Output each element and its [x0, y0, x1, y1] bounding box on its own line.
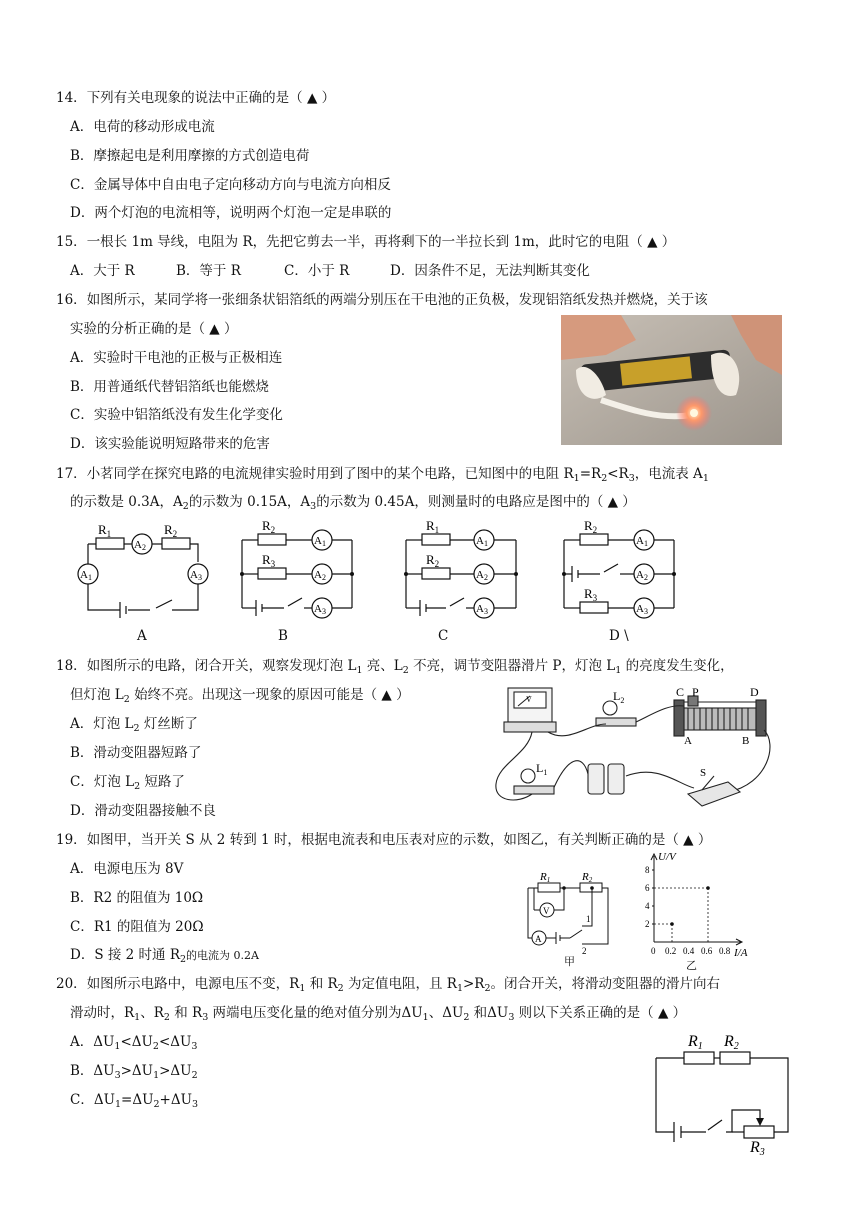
data-point: [670, 922, 674, 926]
x-tick-label: 0.8: [719, 946, 731, 956]
q19-option-a[interactable]: A．电源电压为 8V: [70, 861, 184, 877]
svg-text:R1: R1: [540, 871, 551, 884]
svg-text:A1: A1: [476, 535, 488, 548]
svg-text:B: B: [742, 735, 750, 747]
svg-text:2: 2: [582, 946, 587, 956]
svg-text:D: D: [750, 685, 759, 699]
q18-stem: 18．如图所示的电路，闭合开关，观察发现灯泡 $L_1$ 亮、$L_2$ 不亮，调节变阻器滑片 P，灯泡 $L_1$ 的亮度发生变化，: [56, 658, 734, 676]
svg-text:A3: A3: [636, 603, 648, 616]
q15-option-c[interactable]: C．小于 R: [284, 263, 350, 279]
circuit-b-diagram: [236, 518, 362, 622]
circuit-b-label: B: [278, 628, 288, 644]
y-axis-label: U/V: [658, 851, 676, 863]
q14-option-c[interactable]: C．金属导体中自由电子定向移动方向与电流方向相反: [70, 177, 391, 193]
q20-circuit-diagram: [648, 1022, 798, 1158]
svg-text:S: S: [700, 767, 707, 779]
q14-stem: 14．下列有关电现象的说法中正确的是（ ▲ ）: [56, 90, 336, 106]
svg-text:R1: $R_1$: [98, 522, 112, 539]
svg-text:A3: A3: [190, 569, 202, 582]
q14-option-b[interactable]: B．摩擦起电是利用摩擦的方式创造电荷: [70, 148, 310, 164]
q18-option-d[interactable]: D．滑动变阻器接触不良: [70, 803, 216, 819]
q19-ui-graph: [638, 850, 758, 960]
q17-stem: 17．小茗同学在探究电路的电流规律实验时用到了图中的某个电路，已知图中的电阻 $R_1=R_2<R_3$，电流表 $A_1$: [56, 466, 709, 484]
q20-stem-line2: 滑动时，$R_1$、$R_2$ 和 $R_3$ 两端电压变化量的绝对值分别为$\Delta U_1$、$\Delta U_2$ 和$\Delta U_3$ 则以下关系正确的是（ ▲ ）: [70, 1005, 687, 1023]
q18-option-c[interactable]: C．灯泡 $L_2$ 短路了: [70, 774, 185, 792]
svg-text:V: V: [526, 695, 532, 704]
y-tick-label: 6: [645, 883, 650, 893]
q18-option-a[interactable]: A．灯泡 $L_2$ 灯丝断了: [70, 716, 198, 734]
q15-option-b[interactable]: B．等于 R: [176, 263, 241, 279]
svg-text:1: 1: [586, 914, 591, 924]
q14-option-d[interactable]: D．两个灯泡的电流相等，说明两个灯泡一定是串联的: [70, 205, 392, 221]
q20-option-c[interactable]: C．$\Delta U_1=\Delta U_2+\Delta U_3$: [70, 1092, 199, 1110]
svg-text:L2: $L_2$: [613, 689, 625, 705]
q19-option-c[interactable]: C．R1 的阻值为 20Ω: [70, 919, 204, 935]
q16-option-d[interactable]: D．该实验能说明短路带来的危害: [70, 436, 270, 452]
q18-stem-line2: 但灯泡 $L_2$ 始终不亮。出现这一现象的原因可能是（ ▲ ）: [70, 687, 410, 705]
y-tick-label: 8: [645, 865, 650, 875]
svg-text:R2: $R_2$: [584, 518, 598, 535]
battery-foil-photo: [561, 315, 782, 445]
svg-text:R2: $R_2$: [426, 552, 440, 569]
q19-yi-label: 乙: [686, 959, 697, 972]
svg-text:R2: $R_2$: [164, 522, 178, 539]
svg-text:A2: A2: [314, 569, 326, 582]
x-tick-label: 0.2: [665, 946, 677, 956]
svg-text:R1: R1: [688, 1033, 703, 1052]
svg-text:R3: $R_3$: [584, 586, 598, 603]
x-tick-label: 0: [651, 946, 656, 956]
circuit-d-label: D \: [609, 628, 629, 644]
svg-text:R3: $R_3$: [262, 552, 276, 569]
x-tick-label: 0.4: [683, 946, 695, 956]
q20-stem: 20．如图所示电路中，电源电压不变，$R_1$ 和 $R_2$ 为定值电阻，且 $R_1>R_2$。闭合开关，将滑动变阻器的滑片向右: [56, 976, 721, 994]
y-tick-label: 2: [645, 919, 650, 929]
q16-stem: 16．如图所示，某同学将一张细条状铝箔纸的两端分别压在干电池的正负极，发现铝箔纸发热并燃烧，关于该: [56, 292, 708, 308]
q15-option-d[interactable]: D．因条件不足，无法判断其变化: [390, 263, 590, 279]
q16-stem-line2: 实验的分析正确的是（ ▲ ）: [70, 321, 238, 337]
q19-jia-label: 甲: [564, 955, 575, 968]
svg-text:A: A: [684, 735, 692, 747]
svg-text:A1: A1: [314, 535, 326, 548]
q19-stem: 19．如图甲，当开关 S 从 2 转到 1 时，根据电流表和电压表对应的示数，如图乙，有关判断正确的是（ ▲ ）: [56, 832, 712, 848]
svg-text:V: V: [543, 906, 550, 916]
q17-stem-line2: 的示数是 0.3A，$A_2$的示数为 0.15A，$A_3$的示数为 0.45A，则测量时的电路应是图中的（ ▲ ）: [70, 494, 636, 512]
svg-text:C: C: [676, 685, 685, 699]
svg-text:A2: A2: [636, 569, 648, 582]
q14-option-a[interactable]: A．电荷的移动形成电流: [70, 119, 215, 135]
svg-text:R2: $R_2$: [262, 518, 276, 535]
svg-text:A: A: [535, 934, 542, 944]
x-tick-label: 0.6: [701, 946, 713, 956]
svg-text:A1: A1: [636, 535, 648, 548]
circuit-d-diagram: [558, 518, 684, 622]
svg-text:A2: A2: [134, 539, 146, 552]
svg-text:P: P: [692, 685, 699, 699]
q16-option-b[interactable]: B．用普通纸代替铝箔纸也能燃烧: [70, 379, 269, 395]
y-tick-label: 4: [645, 901, 650, 911]
svg-text:A3: A3: [314, 603, 326, 616]
q18-option-b[interactable]: B．滑动变阻器短路了: [70, 745, 202, 761]
q20-option-b[interactable]: B．$\Delta U_3>\Delta U_1>\Delta U_2$: [70, 1063, 198, 1081]
q19-option-b[interactable]: B．R2 的阻值为 10Ω: [70, 890, 204, 906]
q19-option-d[interactable]: D．S 接 2 时通 $R_2$的电流为 0.2A: [70, 947, 259, 965]
q15-stem: 15．一根长 1m 导线，电阻为 R，先把它剪去一半，再将剩下的一半拉长到 1m，此时它的电阻（ ▲ ）: [56, 234, 676, 250]
svg-text:R1: $R_1$: [426, 518, 440, 535]
q15-option-a[interactable]: A．大于 R: [70, 263, 135, 279]
circuit-a-diagram: [76, 520, 206, 620]
q20-option-a[interactable]: A．$\Delta U_1<\Delta U_2<\Delta U_3$: [70, 1034, 198, 1052]
q19-circuit-jia: [520, 870, 620, 958]
circuit-c-label: C: [438, 628, 449, 644]
q16-option-c[interactable]: C．实验中铝箔纸没有发生化学变化: [70, 407, 283, 423]
svg-text:R3: R3: [750, 1139, 765, 1158]
q16-option-a[interactable]: A．实验时干电池的正极与正极相连: [70, 350, 283, 366]
circuit-a-label: A: [137, 628, 147, 644]
svg-text:A1: A1: [80, 569, 92, 582]
data-point: [706, 886, 710, 890]
x-axis-label: I/A: [734, 947, 748, 959]
svg-text:A3: A3: [476, 603, 488, 616]
circuit-c-diagram: [400, 518, 526, 622]
svg-text:L1: $L_1$: [536, 761, 548, 777]
svg-text:A2: A2: [476, 569, 488, 582]
q18-apparatus-diagram: [488, 684, 788, 820]
svg-text:R2: R2: [724, 1033, 739, 1052]
svg-text:R2: R2: [582, 871, 593, 884]
